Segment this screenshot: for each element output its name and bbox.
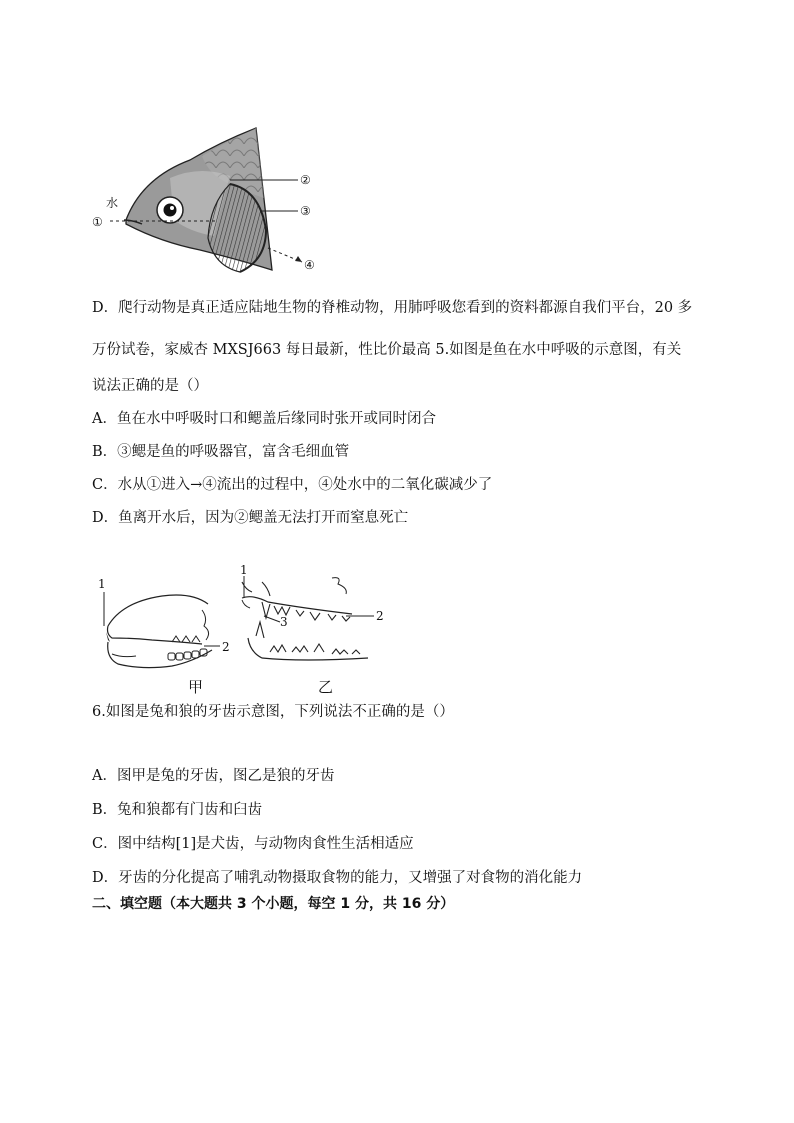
marker-2: ② (300, 173, 311, 187)
marker-3: ③ (300, 204, 311, 218)
section-heading-fill-blank: 二、填空题（本大题共 3 个小题，每空 1 分，共 16 分） (92, 896, 455, 912)
water-label: 水 (106, 196, 119, 210)
caption-left: 甲 (188, 678, 204, 696)
question6-option-b: B．兔和狼都有门齿和臼齿 (92, 802, 263, 818)
question5-option-a: A．鱼在水中呼吸时口和鳃盖后缘同时张开或同时闭合 (92, 411, 436, 427)
question6-stem: 6.如图是兔和狼的牙齿示意图，下列说法不正确的是（） (92, 704, 454, 720)
question5-option-b: B．③鳃是鱼的呼吸器官，富含毛细血管 (92, 444, 350, 460)
right-label-3: 3 (280, 615, 288, 629)
left-label-1: 1 (98, 577, 106, 591)
teeth-figure (92, 562, 382, 702)
question6-option-c: C．图中结构[1]是犬齿，与动物肉食性生活相适应 (92, 836, 414, 852)
question5-option-d: D．鱼离开水后，因为②鳃盖无法打开而窒息死亡 (92, 510, 409, 526)
caption-right: 乙 (318, 678, 334, 696)
right-label-1: 1 (240, 563, 248, 577)
question6-option-a: A．图甲是兔的牙齿，图乙是狼的牙齿 (92, 768, 335, 784)
question5-stem-line1: 万份试卷，家威杏 MXSJ663 每日最新，性比价最高 5.如图是鱼在水中呼吸的示意图，有关 (92, 342, 682, 358)
question5-stem-line2: 说法正确的是（） (92, 378, 208, 394)
marker-1: ① (92, 215, 103, 229)
option-d-prev-question: D．爬行动物是真正适应陆地生物的脊椎动物，用肺呼吸您看到的资料都源自我们平台，20 多 (92, 300, 693, 316)
question5-option-c: C．水从①进入→④流出的过程中，④处水中的二氧化碳减少了 (92, 477, 493, 493)
left-label-2: 2 (222, 640, 230, 654)
fish-breathing-figure (90, 120, 340, 280)
marker-4: ④ (304, 258, 315, 272)
right-label-2: 2 (376, 609, 384, 623)
question6-option-d: D．牙齿的分化提高了哺乳动物摄取食物的能力，又增强了对食物的消化能力 (92, 870, 583, 886)
